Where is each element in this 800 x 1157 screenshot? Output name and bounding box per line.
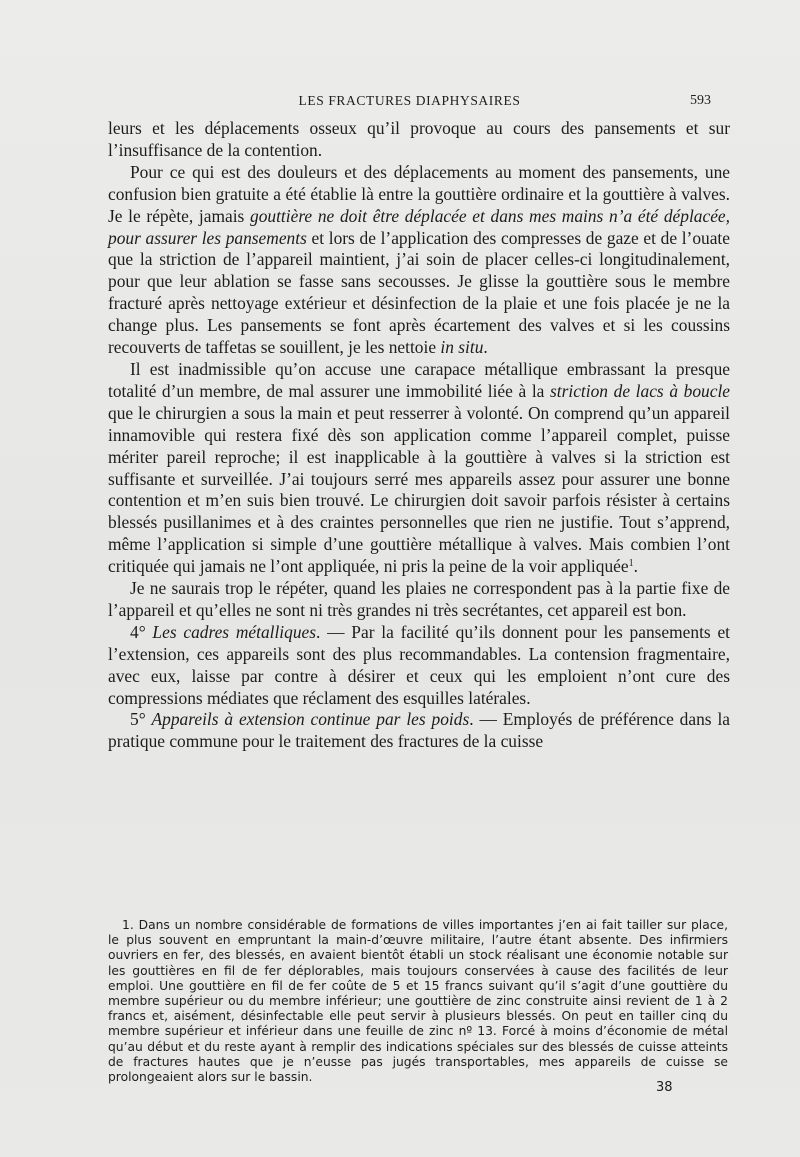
- text-run: 4°: [130, 621, 153, 642]
- text-run: . — Par la facilité qu’ils donnent pour les pansements et l’extension, ces appareils sont des plus recommandables. La contension fragmentaire, avec eux, laisse par contre à désirer et ceux qui les emploient n’ont cure des compressions médiates que réclament des esquilles latérales.: [108, 621, 731, 708]
- italic-text: striction de lacs à boucle: [550, 380, 730, 401]
- italic-text: in situ: [440, 337, 484, 358]
- italic-text: Appareils à extension continue par les poids: [151, 709, 470, 730]
- text-run: leurs et les déplacements osseux qu’il provoque au cours des pansements et sur l’insuffisance de la contention.: [108, 118, 730, 160]
- text-run: et lors de l’application des compresses de gaze et de l’ouate que la striction de l’appareil maintient, j’ai soin de placer celles-ci longitudinalement, pour que leur ablation se fasse sans secousses. Je glisse la gouttière sous le membre fracturé après nettoyage extérieur et désinfection de la plaie et une fois placée je ne la change plus. Les pansements se font après écartement des valves et si les coussins recouverts de taffetas se souillent, je les nettoie: [108, 227, 730, 358]
- text-run: . — Employés de préférence dans la pratique commune pour le traitement des fractures de la cuisse: [108, 709, 730, 752]
- body-text: [108, 118, 730, 753]
- signature-mark: 38: [656, 1080, 673, 1095]
- paragraph: [108, 162, 730, 359]
- text-run: que le chirurgien a sous la main et peut resserrer à volonté. On comprend qu’un appareil innamovible qui restera fixé dès son application comme l’appareil complet, puisse mériter pareil reproche; il est inapplicable à la gouttière à valves si la striction est suffisante et surveillée. J’ai toujours serré mes appareils assez pour assurer une bonne contention et m’en suis bien trouvé. Le chirurgien doit savoir parfois résister à certains blessés pusillanimes et à des craintes personnelles que rien ne justifie. Tout s’apprend, même l’application si simple d’une gouttière métallique à valves. Mais combien l’ont critiquée qui jamais ne l’ont appliquée, ni pris la peine de la voir appliquée: [108, 402, 730, 577]
- text-run: .: [483, 337, 488, 358]
- paragraph: [108, 709, 730, 753]
- paragraph: [108, 359, 730, 578]
- footnote-ref: 1: [628, 558, 634, 570]
- running-head: LES FRACTURES DIAPHYSAIRES: [298, 93, 521, 108]
- page-number: 593: [690, 93, 711, 108]
- text-run: Il est inadmissible qu’on accuse une carapace métallique embrassant la presque totalité d’un membre, de mal assurer une immobilité liée à la: [108, 358, 730, 401]
- paragraph: [108, 578, 730, 622]
- page-header: [108, 93, 711, 113]
- text-run: Pour ce qui est des douleurs et des déplacements au moment des pansements, une confusion bien gratuite a été établie là entre la gouttière ordinaire et la gouttière à valves. Je le répète, jamais: [108, 161, 730, 226]
- footnote-text: 1. Dans un nombre considérable de formations de villes importantes j’en ai fait tailler sur place, le plus souvent en empruntant la main-d’œuvre militaire, l’autre étant absente. Des infirmiers ouvriers en fer, des blessés, en avaient bientôt établi un stock réalisant une économie notable sur les gouttières en fil de fer déplorables, mais toujours conservées à cause des facilités de leur emploi. Une gouttière en fil de fer coûte de 5 et 15 francs suivant qu’il s’agit d’une gouttière du membre supérieur ou du membre inférieur; une gouttière de zinc construite ainsi revient de 1 à 2 francs et, aisément, désinfectable elle peut servir à plusieurs blessés. On peut en tailler cinq du membre supérieur et inférieur dans une feuille de zinc nº 13. Forcé à moins d’économie de métal qu’au début et du reste ayant à remplir des indications spéciales sur des blessés de cuisse atteints de fractures hautes que je n’eusse pas jugés transportables, mes appareils de cuisse se prolongeaient alors sur le bassin.: [108, 918, 728, 1085]
- paragraph: [108, 118, 730, 162]
- text-run: 5°: [130, 709, 152, 730]
- paragraph: [108, 622, 730, 710]
- text-run: .: [633, 556, 638, 577]
- italic-text: gouttière ne doit être déplacée et dans mes mains n’a été déplacée, pour assurer les pansements: [108, 205, 730, 248]
- footnote: [108, 918, 728, 1085]
- italic-text: Les cadres métalliques: [152, 621, 317, 642]
- text-run: Je ne saurais trop le répéter, quand les plaies ne correspondent pas à la partie fixe de l’appareil et qu’elles ne sont ni très grandes ni très secrétantes, cet appareil est bon.: [108, 578, 730, 620]
